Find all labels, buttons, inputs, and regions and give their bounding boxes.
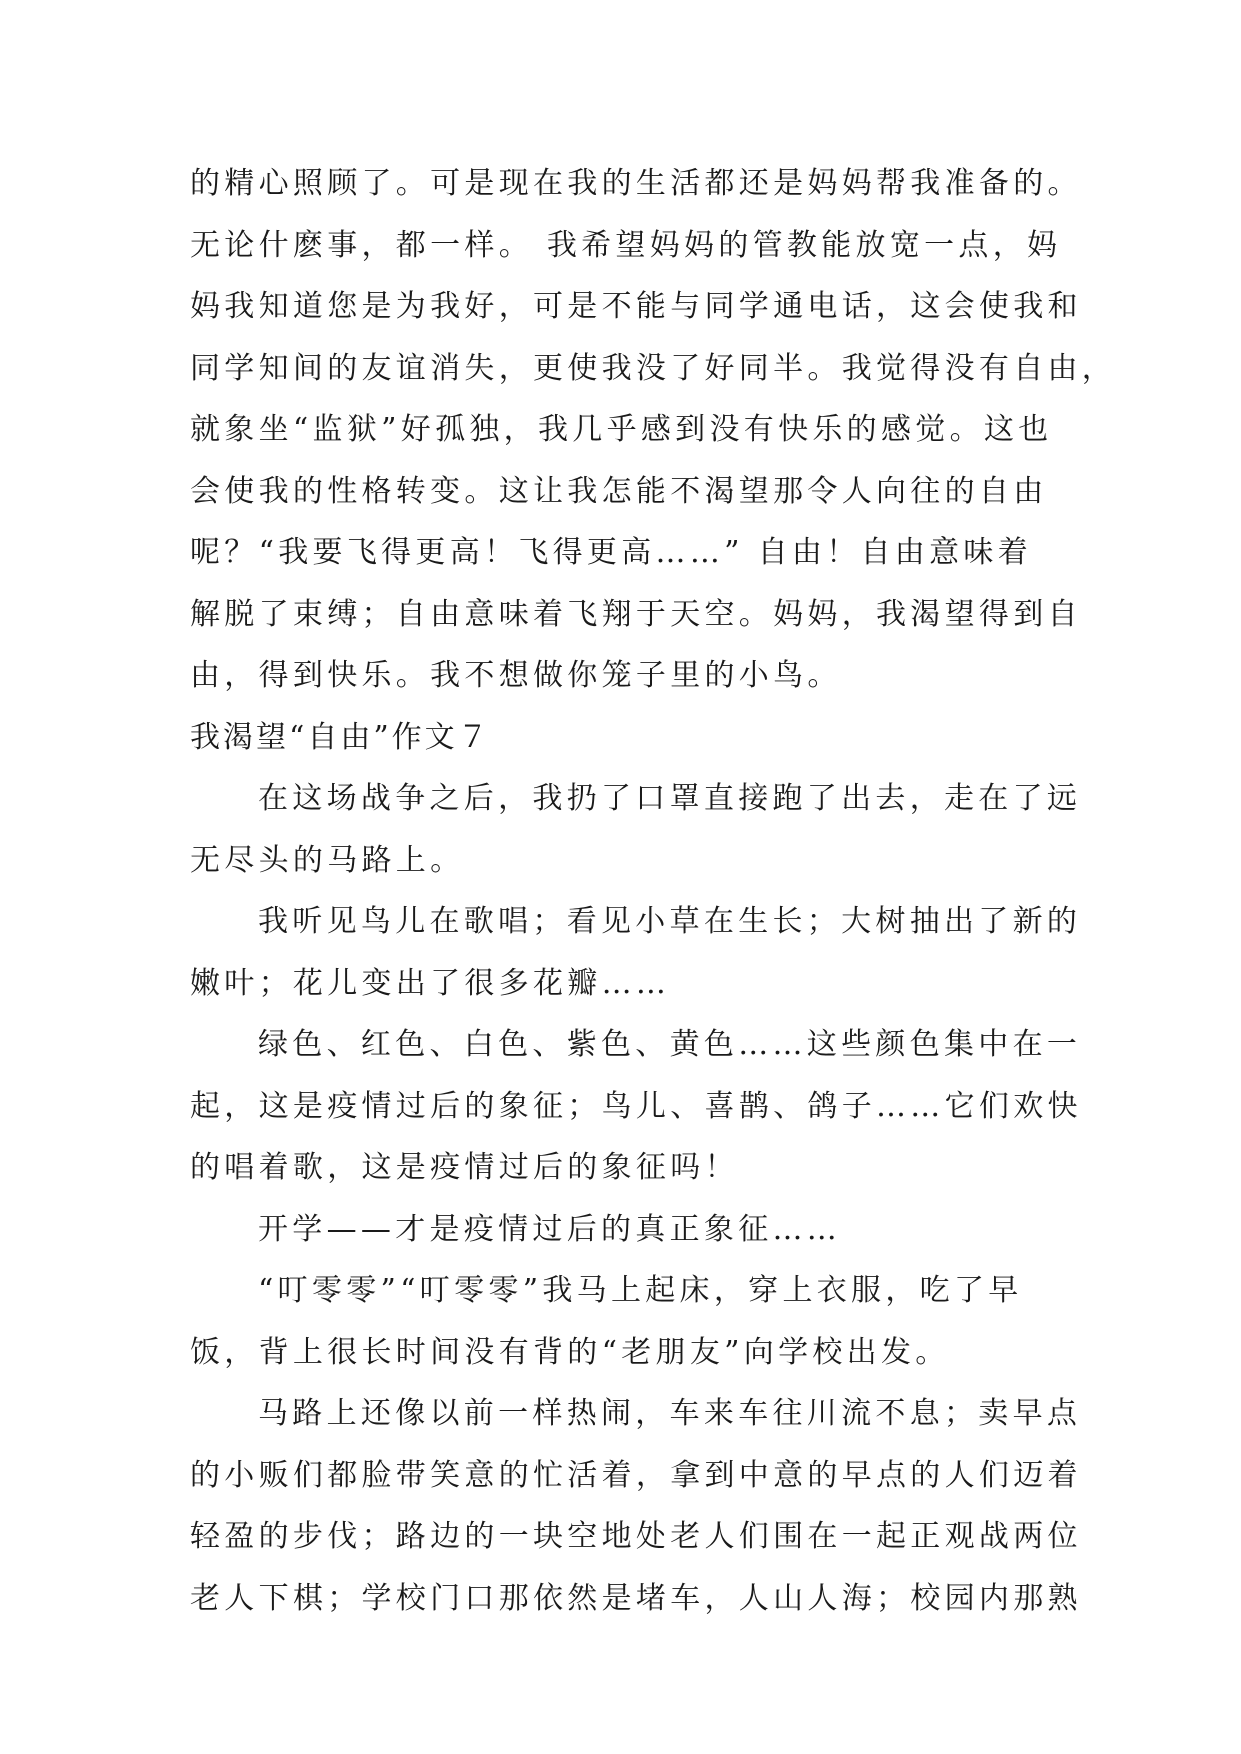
paragraph-first-line: 开学——才是疫情过后的真正象征…… [258,1211,842,1247]
paragraph-first-line: 在这场战争之后，我扔了口罩直接跑了出去，走在了远 [258,781,1082,816]
text-line: 的唱着歌，这是疫情过后的象征吗！ [190,1150,739,1185]
text-line: 饭，背上很长时间没有背的“老朋友”向学校出发。 [190,1334,950,1370]
paragraph-first-line: 绿色、红色、白色、紫色、黄色……这些颜色集中在一 [258,1027,1082,1062]
text-line: 的小贩们都脸带笑意的忙活着，拿到中意的早点的人们迈着 [190,1457,1082,1493]
text-line: 无尽头的马路上。 [190,842,465,878]
text-line: 解脱了束缚；自由意味着飞翔于天空。妈妈，我渴望得到自 [190,596,1082,632]
text-line: 老人下棋；学校门口那依然是堵车，人山人海；校园内那熟 [190,1580,1082,1616]
text-line: 会使我的性格转变。这让我怎能不渴望那令人向往的自由 [190,473,1048,509]
text-line: 无论什麽事，都一样。 我希望妈妈的管教能放宽一点，妈 [190,227,1062,263]
text-line: 起，这是疫情过后的象征；鸟儿、喜鹊、鸽子……它们欢快 [190,1088,1082,1124]
text-line: 轻盈的步伐；路边的一块空地处老人们围在一起正观战两位 [190,1519,1082,1554]
text-line: 妈我知道您是为我好，可是不能与同学通电话，这会使我和 [190,289,1082,324]
text-line: 由，得到快乐。我不想做你笼子里的小鸟。 [190,658,842,693]
text-line: 的精心照顾了。可是现在我的生活都还是妈妈帮我准备的。 [190,166,1082,201]
paragraph-first-line: 马路上还像以前一样热闹，车来车往川流不息；卖早点 [258,1396,1082,1431]
text-line: 就象坐“监狱”好孤独，我几乎感到没有快乐的感觉。这也 [190,412,1053,447]
text-line: 嫩叶；花儿变出了很多花瓣…… [190,965,671,1001]
paragraph-first-line: 我听见鸟儿在歌唱；看见小草在生长；大树抽出了新的 [258,904,1082,939]
essay-text [190,153,1117,1629]
paragraph-first-line: “叮零零”“叮零零”我马上起床，穿上衣服，吃了早 [258,1273,1023,1308]
text-line: 呢？“我要飞得更高！飞得更高……” 自由！自由意味着 [190,535,1033,570]
essay-heading: 我渴望“自由”作文７ [190,719,491,755]
text-line: 同学知间的友谊消失，更使我没了好同半。我觉得没有自由， [190,350,1117,386]
